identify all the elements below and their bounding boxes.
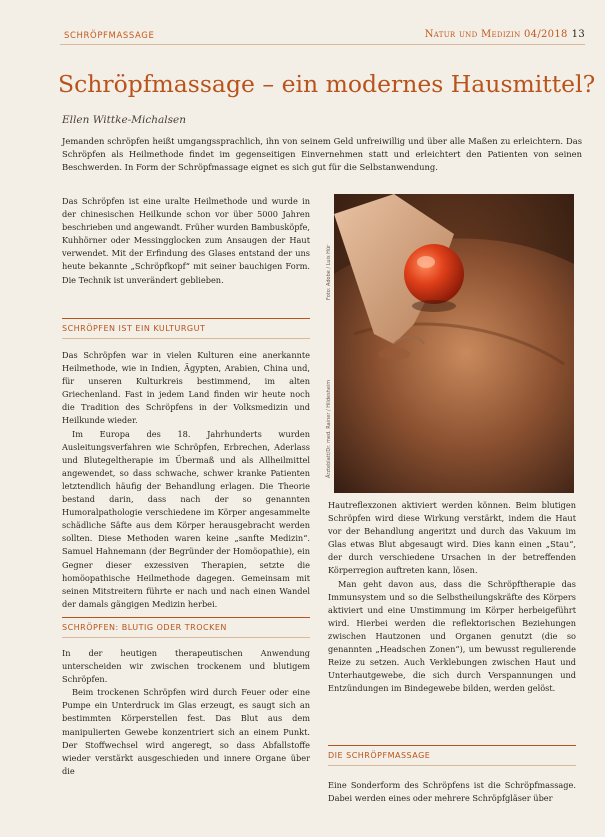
running-header <box>425 29 585 40</box>
section-heading: DIE SCHRÖPFMASSAGE <box>328 751 431 760</box>
photo-credit: Ärzteblatt/Dr. med. Rainer / Hildesheim <box>326 379 332 478</box>
paragraph-text: Man geht davon aus, dass die Schröpftherapie das Immunsystem und so die Selbstheilungskräfte des Körpers aktiviert und eine Umstimmung im Körper herbeigeführt wird. Hierbei werden die reflektorischen Beziehungen zwischen Hautzonen und Organen genutzt (die so genannten „Headschen Zonen“), um bewusst regulierende Reize zu setzen. Auch Verklebungen zwischen Haut und Unterhautgewebe, die sich durch Verspannungen und Entzündungen im Bindegewebe bilden, werden gelöst. <box>328 578 576 694</box>
section-heading: SCHRÖPFEN: BLUTIG ODER TROCKEN <box>62 623 227 632</box>
article-author: Ellen Wittke-Michalsen <box>62 114 186 126</box>
section-rule <box>62 338 310 339</box>
paragraph-text: In der heutigen therapeutischen Anwendung unterscheiden wir zwischen trockenem und blutigem Schröpfen. <box>62 648 310 685</box>
paragraph-text: Beim trockenen Schröpfen wird durch Feuer oder eine Pumpe ein Unterdruck im Glas erzeugt, es saugt sich an bestimmten Körperstellen fest. Das Blut aus dem manipulierten Gewebe konzentriert sich an einem Punkt. Der Stoffwechsel wird angeregt, so dass Abfallstoffe wieder verstärkt ausgeschieden und innere Organe über die <box>62 687 310 776</box>
cupping-photo <box>334 194 574 493</box>
magazine-title: Natur und Medizin 04/2018 <box>424 29 568 40</box>
paragraph-text: Eine Sonderform des Schröpfens ist die Schröpfmassage. Dabei werden eines oder mehrere Schröpfgläser über <box>328 780 576 804</box>
section-heading: SCHRÖPFEN IST EIN KULTURGUT <box>62 324 206 333</box>
article-title: Schröpfmassage – ein modernes Hausmittel? <box>58 70 596 98</box>
section-rule <box>62 637 310 638</box>
section-rule <box>328 745 576 746</box>
paragraph-group <box>328 499 576 695</box>
paragraph-text: Im Europa des 18. Jahrhunderts wurden Ausleitungsverfahren wie Schröpfen, Erbrechen, Aderlass und Blutegeltherapie im Übermaß und als Allheilmittel angewendet, so dass schwache, schwer kranke Patienten letztendlich häufig der Behandlung erlagen. Die Theorie bestand darin, dass nach der so genannten Humoralpathologie verschiedene im Körper angesammelte schädliche Säfte aus dem Körper herausgebracht werden sollten. Diese Methoden waren keine „sanfte Medizin“. Samuel Hahnemann (der Begründer der Homöopathie), ein Gegner dieser exzessiven Therapien, setzte die homöopathische Heilmethode dagegen. Gemeinsam mit seinen Mitstreitern führte er nach und nach einen Wandel der damals gängigen Medizin herbei. <box>62 428 310 609</box>
paragraph-group <box>62 349 310 611</box>
article-intro: Jemanden schröpfen heißt umgangssprachlich, ihn von seinem Geld unfreiwillig und über alle Maßen zu erleichtern. Das Schröpfen als Heilmethode findet im gegenseitigen Einvernehmen statt und erleichtert den Patienten von seinen Beschwerden. In Form der Schröpfmassage eignet es sich gut für die Selbstanwendung. <box>62 136 582 173</box>
header-rule <box>60 44 585 45</box>
photo-credit: Foto: Adobe / Luis Hür <box>326 244 332 300</box>
cupping-photo-illustration <box>334 194 574 493</box>
paragraph-text: Das Schröpfen ist eine uralte Heilmethode und wurde in der chinesischen Heilkunde schon vor über 5000 Jahren beschrieben und angewandt. Früher wurden Bambusköpfe, Kuhhörner oder Messingglocken zum Ansaugen der Haut verwendet. Mit der Erfindung des Glases entstand der uns heute bekannte „Schröpfkopf“ mit seiner bauchigen Form. Die Technik ist unverändert geblieben. <box>62 196 310 285</box>
paragraph-text: Hautreflexzonen aktiviert werden können. Beim blutigen Schröpfen wird diese Wirkung verstärkt, indem die Haut vor der Behandlung angeritzt und durch das Vakuum im Glas etwas Blut abgesaugt wird. Dies kann einen „Stau“, der durch verschiedene Ursachen in der betreffenden Körperregion auftreten kann, lösen. <box>328 500 576 576</box>
paragraph <box>62 195 310 287</box>
paragraph <box>328 779 576 805</box>
paragraph-text: Das Schröpfen war in vielen Kulturen eine anerkannte Heilmethode, wie in Indien, Ägypten, Arabien, China und, für unseren Kulturkreis bestimmend, im alten Griechenland. Fast in jedem Land finden wir heute noch die Tradition des Schröpfens in der Volksmedizin und Heilkunde wieder. <box>62 350 310 426</box>
paragraph-group <box>62 647 310 778</box>
page-number: 13 <box>571 29 585 40</box>
section-rule <box>62 617 310 618</box>
section-label: SCHRÖPFMASSAGE <box>64 31 155 41</box>
section-rule <box>328 765 576 766</box>
section-rule <box>62 318 310 319</box>
